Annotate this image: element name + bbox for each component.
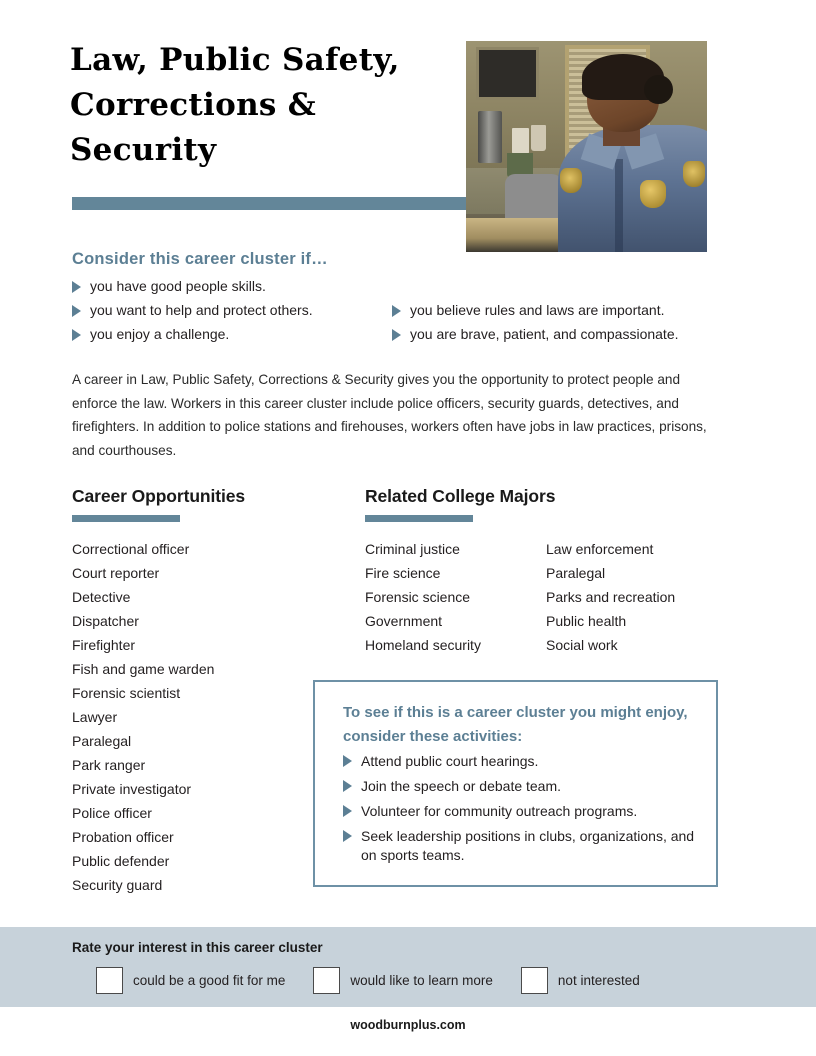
list-item: Firefighter	[72, 637, 136, 653]
checkbox-good-fit[interactable]	[96, 967, 123, 994]
list-item-label: Join the speech or debate team.	[361, 778, 562, 794]
majors-list-column-1	[365, 537, 540, 657]
site-credit: woodburnplus.com	[350, 1018, 466, 1032]
list-item	[392, 326, 722, 343]
list-item-label: you want to help and protect others.	[90, 302, 313, 318]
careers-heading-underline	[72, 515, 180, 522]
header-divider-bar	[72, 197, 466, 210]
list-item: Criminal justice	[365, 541, 460, 557]
rating-option-label: could be a good fit for me	[133, 973, 286, 988]
page-title-line-2: Corrections &	[70, 87, 317, 123]
checkbox-not-interested[interactable]	[521, 967, 548, 994]
triangle-bullet-icon	[343, 805, 352, 817]
list-item: Public defender	[72, 853, 170, 869]
consider-heading: Consider this career cluster if…	[72, 250, 328, 268]
list-item	[343, 752, 699, 771]
triangle-bullet-icon	[392, 329, 401, 341]
majors-list-column-2	[546, 537, 721, 657]
list-item: Lawyer	[72, 709, 118, 725]
photo-coffee-urn	[478, 111, 502, 164]
triangle-bullet-icon	[343, 780, 352, 792]
list-item: Government	[365, 613, 443, 629]
list-item: Dispatcher	[72, 613, 139, 629]
list-item-label: you are brave, patient, and compassionate.	[410, 326, 679, 342]
careers-heading: Career Opportunities	[72, 486, 246, 506]
list-item: Forensic scientist	[72, 685, 181, 701]
list-item-label: you have good people skills.	[90, 278, 266, 294]
photo-picture-frame	[476, 47, 540, 99]
list-item-label: you believe rules and laws are important.	[410, 302, 665, 318]
triangle-bullet-icon	[72, 329, 81, 341]
intro-paragraph: A career in Law, Public Safety, Corrections & Security gives you the opportunity to protect people and enforce the law. Workers in this career cluster include police officers, security guards, detectives, and firefighters. In addition to police stations and firehouses, workers often have jobs in law practices, prisons, and courthouses.	[72, 372, 707, 458]
page-title	[70, 38, 450, 173]
list-item: Park ranger	[72, 757, 146, 773]
list-item-label: you enjoy a challenge.	[90, 326, 230, 342]
list-item-label: Attend public court hearings.	[361, 753, 539, 769]
list-item: Fish and game warden	[72, 661, 215, 677]
photo-badge	[640, 180, 667, 207]
rating-option-label: not interested	[557, 973, 640, 988]
list-item: Social work	[546, 637, 618, 653]
page-title-line-3: Security	[70, 132, 217, 168]
careers-list	[72, 537, 332, 897]
list-item: Private investigator	[72, 781, 192, 797]
triangle-bullet-icon	[343, 830, 352, 842]
rating-options	[96, 967, 668, 994]
photo-cup-a	[512, 128, 529, 155]
list-item: Parks and recreation	[546, 589, 676, 605]
list-item: Paralegal	[72, 733, 132, 749]
activities-title: To see if this is a career cluster you might enjoy, consider these activities:	[343, 704, 688, 745]
triangle-bullet-icon	[72, 281, 81, 293]
list-item	[72, 326, 382, 343]
list-item: Paralegal	[546, 565, 606, 581]
triangle-bullet-icon	[343, 755, 352, 767]
majors-heading-underline	[365, 515, 473, 522]
photo-cup-b	[531, 125, 545, 150]
list-item-label: Volunteer for community outreach programs.	[361, 803, 638, 819]
list-item: Fire science	[365, 565, 441, 581]
list-item	[392, 302, 722, 319]
rating-option-learn-more[interactable]	[313, 967, 493, 994]
rating-option-good-fit[interactable]	[96, 967, 285, 994]
list-item: Public health	[546, 613, 627, 629]
list-item: Security guard	[72, 877, 163, 893]
activities-box	[313, 680, 718, 887]
list-item	[343, 777, 699, 796]
list-item	[343, 802, 699, 821]
list-item: Forensic science	[365, 589, 471, 605]
rating-band	[0, 927, 816, 1007]
photo-shirt-placket	[615, 159, 622, 252]
list-item: Detective	[72, 589, 131, 605]
photo-shoulder-patch	[560, 168, 582, 193]
list-item	[343, 827, 699, 865]
majors-heading: Related College Majors	[365, 486, 556, 506]
consider-list-right	[392, 302, 722, 350]
list-item: Correctional officer	[72, 541, 190, 557]
list-item: Homeland security	[365, 637, 481, 653]
checkbox-learn-more[interactable]	[313, 967, 340, 994]
consider-list-left	[72, 278, 382, 350]
list-item: Law enforcement	[546, 541, 654, 557]
list-item: Probation officer	[72, 829, 174, 845]
list-item	[72, 302, 382, 319]
triangle-bullet-icon	[72, 305, 81, 317]
activities-list	[343, 752, 699, 871]
corrections-officer-photo	[466, 41, 707, 252]
rating-option-not-interested[interactable]	[521, 967, 640, 994]
triangle-bullet-icon	[392, 305, 401, 317]
list-item-label: Seek leadership positions in clubs, organizations, and on sports teams.	[361, 828, 695, 863]
photo-shoulder-patch-right	[683, 161, 705, 186]
rating-option-label: would like to learn more	[350, 973, 493, 988]
page-title-line-1: Law, Public Safety,	[70, 42, 400, 78]
list-item: Court reporter	[72, 565, 160, 581]
list-item: Police officer	[72, 805, 152, 821]
rating-title: Rate your interest in this career cluster	[72, 940, 323, 955]
list-item	[72, 278, 382, 295]
